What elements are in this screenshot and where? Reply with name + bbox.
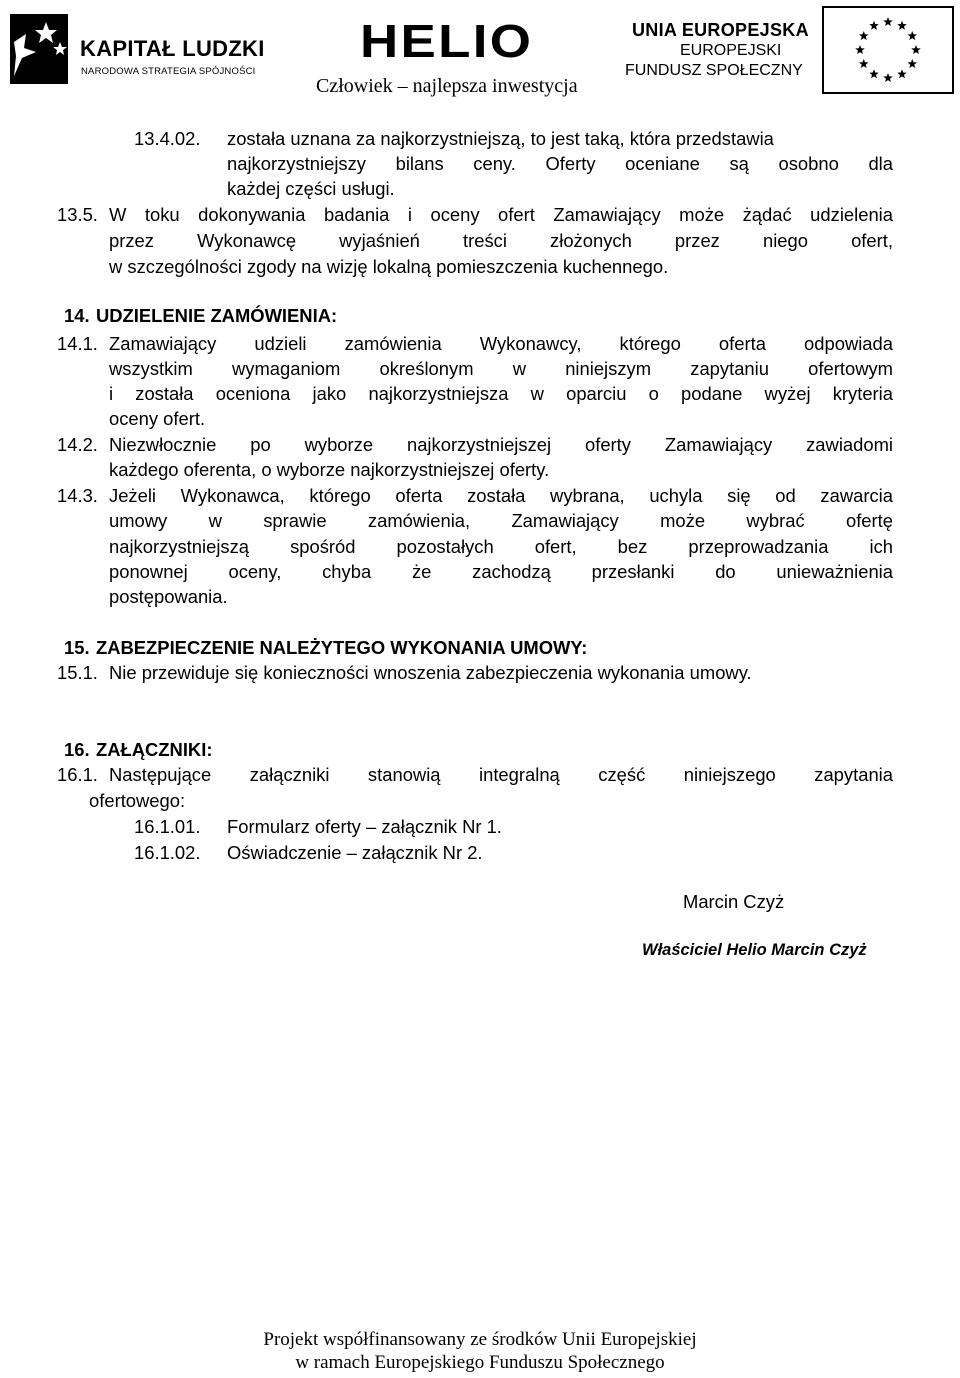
paragraph-line: została uznana za najkorzystniejszą, to jest taką, która przedstawia <box>227 128 774 149</box>
paragraph-line: najkorzystniejszą spośród pozostałych ofert, bez przeprowadzania ich <box>109 536 893 557</box>
paragraph-line: i została oceniona jako najkorzystniejsza w oparciu o podane wyżej kryteria <box>109 383 893 404</box>
kapital-ludzki-subtitle: NARODOWA STRATEGIA SPÓJNOŚCI <box>81 66 256 77</box>
section-number: 13.5. <box>57 204 98 225</box>
section-heading: ZABEZPIECZENIE NALEŻYTEGO WYKONANIA UMOWY: <box>96 637 588 658</box>
attachment-item: Formularz oferty – załącznik Nr 1. <box>227 816 502 837</box>
section-number: 16.1.01. <box>134 816 201 837</box>
paragraph-line: W toku dokonywania badania i oceny ofert Zamawiający może żądać udzielenia <box>109 204 893 225</box>
paragraph-line: ponownej oceny, chyba że zachodzą przesłanki do unieważnienia <box>109 561 893 582</box>
paragraph-line: wszystkim wymaganiom określonym w niniejszym zapytaniu ofertowym <box>109 358 893 379</box>
paragraph-line: każdego oferenta, o wyborze najkorzystniejszej oferty. <box>109 459 550 480</box>
section-number: 14. <box>64 305 90 326</box>
header-motto: Człowiek – najlepsza inwestycja <box>316 75 578 97</box>
paragraph-line: Niezwłocznie po wyborze najkorzystniejszej oferty Zamawiający zawiadomi <box>109 434 893 455</box>
section-heading: ZAŁĄCZNIKI: <box>96 739 213 760</box>
page-header <box>0 0 960 110</box>
paragraph-line: Zamawiający udzieli zamówienia Wykonawcy, którego oferta odpowiada <box>109 333 893 354</box>
paragraph-line: postępowania. <box>109 586 228 607</box>
eu-fund-line2: FUNDUSZ SPOŁECZNY <box>625 62 803 79</box>
section-number: 14.2. <box>57 434 98 455</box>
attachment-item: Oświadczenie – załącznik Nr 2. <box>227 842 483 863</box>
paragraph-line: ofertowego: <box>89 790 186 811</box>
signature-name: Marcin Czyż <box>683 891 785 912</box>
footer-line: Projekt współfinansowany ze środków Unii Europejskiej <box>263 1329 697 1350</box>
paragraph-line: każdej części usługi. <box>227 178 395 199</box>
paragraph-line: oceny ofert. <box>109 408 206 429</box>
section-number: 16. <box>64 739 90 760</box>
paragraph-line: najkorzystniejszy bilans ceny. Oferty oceniane są osobno dla <box>227 153 893 174</box>
section-heading: UDZIELENIE ZAMÓWIENIA: <box>96 305 338 326</box>
section-number: 16.1. <box>57 764 98 785</box>
kapital-ludzki-logo-icon <box>6 12 72 86</box>
paragraph-line: umowy w sprawie zamówienia, Zamawiający może wybrać ofertę <box>109 510 893 531</box>
paragraph-line: Jeżeli Wykonawca, którego oferta została wybrana, uchyla się od zawarcia <box>109 485 893 506</box>
page-footer <box>0 1328 960 1374</box>
section-number: 15.1. <box>57 662 98 683</box>
kapital-ludzki-title: KAPITAŁ LUDZKI <box>80 36 265 61</box>
signature-role: Właściciel Helio Marcin Czyż <box>642 941 867 959</box>
helio-logo: HELIO <box>360 15 534 67</box>
eu-fund-line1: EUROPEJSKI <box>680 42 782 59</box>
section-number: 16.1.02. <box>134 842 201 863</box>
section-number: 15. <box>64 637 90 658</box>
eu-flag-icon <box>822 6 954 94</box>
section-number: 14.1. <box>57 333 98 354</box>
section-number: 14.3. <box>57 485 98 506</box>
paragraph-line: Następujące załączniki stanowią integralną część niniejszego zapytania <box>109 764 893 785</box>
paragraph-line: Nie przewiduje się konieczności wnoszenia zabezpieczenia wykonania umowy. <box>109 662 752 683</box>
section-number: 13.4.02. <box>134 128 201 149</box>
paragraph-line: w szczególności zgody na wizję lokalną pomieszczenia kuchennego. <box>109 256 669 277</box>
eu-title: UNIA EUROPEJSKA <box>632 20 809 40</box>
footer-line: w ramach Europejskiego Funduszu Społecznego <box>295 1352 665 1373</box>
paragraph-line: przez Wykonawcę wyjaśnień treści złożonych przez niego ofert, <box>109 230 893 251</box>
